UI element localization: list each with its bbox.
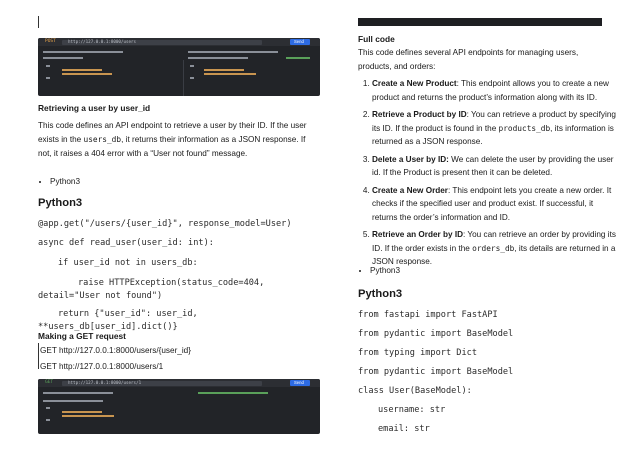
bullet-python3: • Python3 — [50, 175, 80, 189]
postman-screenshot-get — [38, 379, 320, 434]
code-line: if user_id not in users_db: — [58, 258, 198, 268]
heading-get-request: Making a GET request — [38, 331, 126, 341]
bullet-python3: • Python3 — [370, 264, 400, 278]
send-button: Send — [294, 39, 304, 44]
postman-screenshot-post — [38, 38, 320, 96]
get-line-example: GET http://127.0.0.1:8000/users/1 — [40, 362, 164, 371]
list-item: 4. Create a New Order: This endpoint lets you create a new order. It checks if the specified user and product exist. If successful, it returns the order’s information and ID. — [372, 184, 616, 225]
request-method: GET — [45, 380, 54, 385]
code-line: detail="User not found") — [38, 291, 163, 301]
send-button: Send — [294, 380, 304, 385]
endpoint-list — [358, 77, 616, 269]
list-item: 2. Retrieve a Product by ID: You can retrieve a product by specifying its ID. If the product is found in the products_db, its information is returned as a JSON response. — [372, 108, 616, 149]
language-list — [358, 264, 400, 278]
request-url: http://127.0.0.1:8000/users/1 — [68, 380, 142, 385]
code-line: **users_db[user_id].dict()} — [38, 322, 178, 332]
heading-python3: Python3 — [358, 288, 403, 300]
paragraph-intro: This code defines several API endpoints for managing users, products, and orders: — [358, 48, 579, 71]
inline-code-products-db: products_db — [498, 123, 551, 133]
inline-code-orders-db: orders_db — [472, 243, 515, 253]
code-line: raise HTTPException(status_code=404, — [78, 278, 265, 288]
list-item: 5. Retrieve an Order by ID: You can retrieve an order by providing its ID. If the order exists in the orders_db, its details are returned in a JSON response. — [372, 228, 616, 269]
heading-full-code: Full code — [358, 34, 395, 44]
dark-header-bar — [358, 18, 602, 26]
code-line: return {"user_id": user_id, — [58, 309, 198, 319]
heading-python3: Python3 — [38, 197, 83, 209]
request-url: http://127.0.0.1:8000/users — [68, 39, 137, 44]
code-line: @app.get("/users/{user_id}", response_model=User) — [38, 219, 292, 229]
get-line-template: GET http://127.0.0.1:8000/users/{user_id} — [40, 346, 191, 355]
code-line: class User(BaseModel): — [358, 386, 472, 396]
code-line: from pydantic import BaseModel — [358, 329, 514, 339]
request-method: POST — [45, 39, 56, 44]
list-item: 1. Create a New Product: This endpoint allows you to create a new product and returns the product’s information along with its ID. — [372, 77, 616, 104]
paragraph-retrieve-user: This code defines an API endpoint to retrieve a user by their ID. If the user exists in the users_db, it returns their information as a JSON response. If not, it raises a 404 error with a “User not found” message. — [38, 121, 307, 158]
list-item: 3. Delete a User by ID: We can delete the user by providing the user id. If the Product is present then it can be deleted. — [372, 153, 616, 180]
language-list — [38, 175, 80, 189]
code-line: email: str — [378, 424, 430, 434]
code-line: username: str — [378, 405, 446, 415]
inline-code-users-db: users_db — [83, 135, 122, 144]
heading-retrieve-user: Retrieving a user by user_id — [38, 103, 151, 113]
code-line: from fastapi import FastAPI — [358, 310, 498, 320]
top-text-cursor — [38, 16, 39, 28]
code-line: async def read_user(user_id: int): — [38, 238, 214, 248]
code-line: from typing import Dict — [358, 348, 477, 358]
code-line: from pydantic import BaseModel — [358, 367, 514, 377]
